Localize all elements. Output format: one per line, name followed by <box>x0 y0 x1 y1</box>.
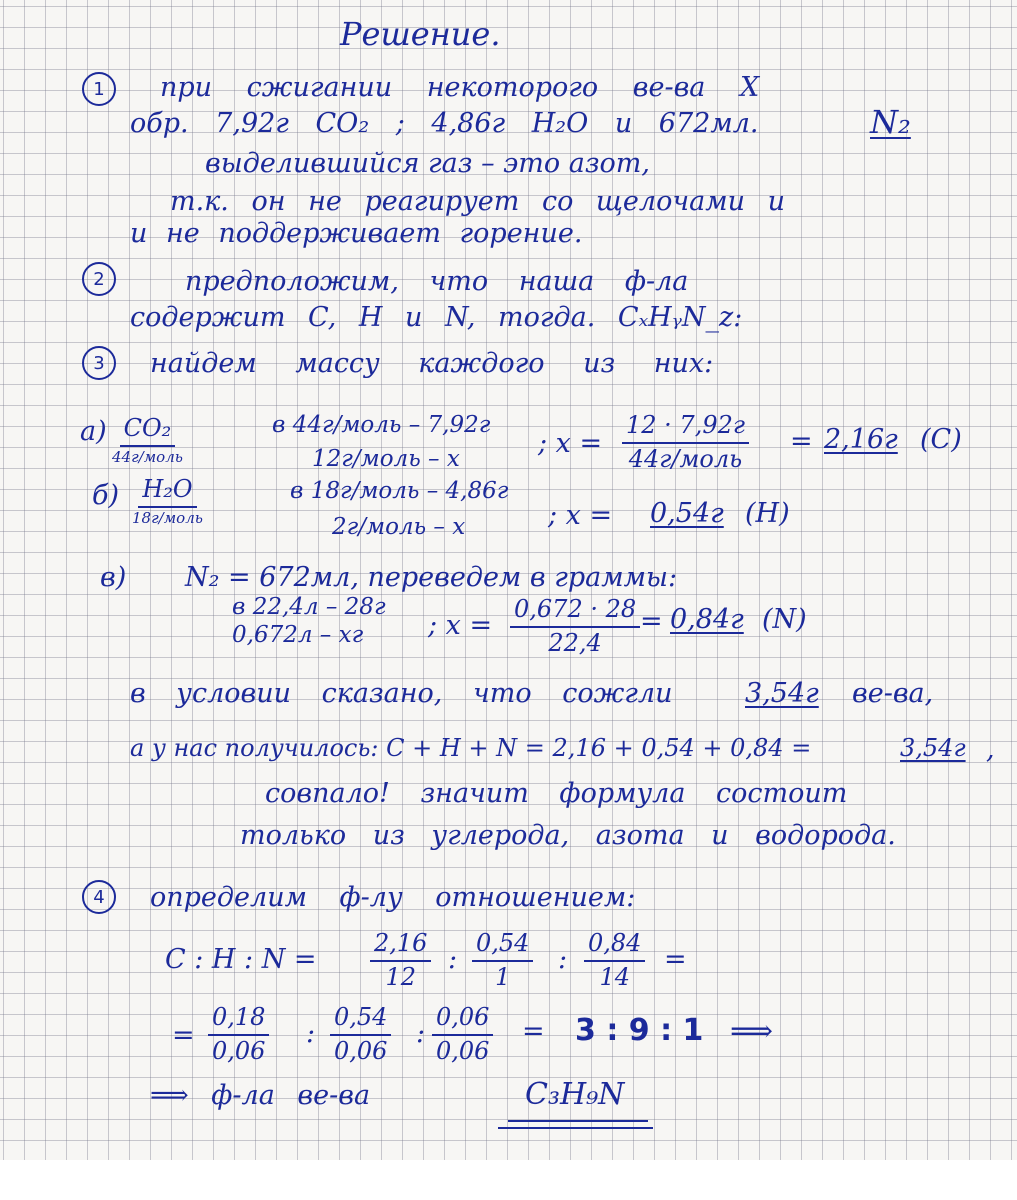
step3c-label: в) <box>100 562 127 593</box>
step2-line1: предположим, что наша ф-ла <box>185 266 689 297</box>
fraction-denominator: 22,4 <box>548 628 602 657</box>
step-number-1: 1 <box>82 72 116 106</box>
fraction-denominator: 14 <box>599 962 630 991</box>
step-number-2: 2 <box>82 262 116 296</box>
ratio-fraction-g1 <box>208 1004 269 1065</box>
formula-underline <box>508 1120 648 1122</box>
step1-line2: обр. 7,92г CO₂ ; 4,86г H₂O и 672мл. <box>130 108 759 139</box>
formula-underline-2 <box>498 1127 653 1129</box>
step3b-element: (H) <box>745 498 790 529</box>
fraction-numerator: 0,54 <box>472 930 533 962</box>
step1-line4: т.к. он не реагирует со щелочами и <box>170 186 785 217</box>
ratio-lhs: C : H : N = <box>165 944 317 975</box>
fraction-denominator: 44г/моль <box>112 447 183 466</box>
ratio-fraction-h <box>472 930 533 991</box>
step3a-co2-fraction <box>112 415 183 466</box>
fraction-numerator: 0,54 <box>330 1004 391 1036</box>
fraction-denominator: 18г/моль <box>132 508 203 527</box>
check-line3: совпало! значит формула состоит <box>265 778 848 809</box>
step3a-calc-fraction <box>622 412 749 473</box>
step1-n2: N₂ <box>870 103 911 141</box>
fraction-denominator: 0,06 <box>212 1036 266 1065</box>
step3b-label: б) <box>92 480 120 511</box>
step3a-result: 2,16г <box>824 424 898 455</box>
ratio-fraction-g2 <box>330 1004 391 1065</box>
check-line1-end: ве-ва, <box>852 678 934 709</box>
step1-line5: и не поддерживает горение. <box>130 218 583 249</box>
ratio-equals: = <box>664 944 687 975</box>
fraction-numerator: 0,18 <box>208 1004 269 1036</box>
step3c-line1: N₂ = 672мл, переведем в граммы: <box>185 562 678 593</box>
page-bottom-margin <box>0 1160 1017 1200</box>
ratio-fraction-n <box>584 930 645 991</box>
step2-line2: содержит C, H и N, тогда. CₓHᵧN_z: <box>130 302 743 333</box>
ratio-fraction-c <box>370 930 431 991</box>
ratio-equals-3: = <box>522 1016 545 1047</box>
check-line1: в условии сказано, что сожгли <box>130 678 673 709</box>
step3a-proportion-2: 12г/моль – x <box>312 446 460 472</box>
fraction-numerator: H₂O <box>138 476 196 508</box>
step3a-equals: = <box>790 426 813 457</box>
ratio-equals-2: = <box>172 1020 195 1051</box>
fraction-denominator: 0,06 <box>334 1036 388 1065</box>
fraction-numerator: 12 · 7,92г <box>622 412 749 444</box>
implies-arrow: ⟹ <box>730 1014 774 1049</box>
check-line4: только из углерода, азота и водорода. <box>240 820 896 851</box>
ratio-colon: : <box>448 944 458 975</box>
step3b-h2o-fraction <box>132 476 203 527</box>
step-number-4: 4 <box>82 880 116 914</box>
fraction-denominator: 44г/моль <box>628 444 743 473</box>
step3b-result: 0,54г <box>650 498 724 529</box>
fraction-numerator: CO₂ <box>120 415 176 447</box>
step1-line3: выделившийся газ – это азот, <box>205 148 650 179</box>
ratio-fraction-g3 <box>432 1004 493 1065</box>
check-sum: 3,54г <box>900 734 966 762</box>
page-title: Решение. <box>340 15 501 53</box>
step3c-x-equals: ; x = <box>428 610 493 641</box>
ratio-colon: : <box>416 1018 426 1049</box>
step3-heading: найдем массу каждого из них: <box>150 348 714 379</box>
fraction-denominator: 12 <box>385 962 416 991</box>
step3c-proportion-1: в 22,4л – 28г <box>232 594 386 620</box>
final-line: ⟹ ф-ла ве-ва <box>150 1080 371 1111</box>
step3c-result: 0,84г <box>670 604 744 635</box>
fraction-numerator: 0,06 <box>432 1004 493 1036</box>
ratio-colon: : <box>558 944 568 975</box>
step3a-proportion-1: в 44г/моль – 7,92г <box>272 412 491 438</box>
ratio-colon: : <box>306 1018 316 1049</box>
step3c-equals: = <box>640 606 663 637</box>
step3a-x-equals: ; x = <box>538 428 603 459</box>
step3c-proportion-2: 0,672л – xг <box>232 622 364 648</box>
step4-heading: определим ф-лу отношением: <box>150 882 636 913</box>
step3b-x-equals: ; x = <box>548 500 613 531</box>
step3a-label: а) <box>80 416 107 447</box>
fraction-numerator: 2,16 <box>370 930 431 962</box>
step-number-3: 3 <box>82 346 116 380</box>
check-line2-end: , <box>986 734 995 765</box>
step3c-calc-fraction <box>510 596 640 657</box>
final-formula: C₃H₉N <box>525 1077 625 1112</box>
step3a-element: (C) <box>920 424 962 455</box>
check-mass: 3,54г <box>745 678 819 709</box>
step3c-element: (N) <box>762 604 807 635</box>
fraction-denominator: 1 <box>495 962 511 991</box>
check-line2: а у нас получилось: C + H + N = 2,16 + 0,54 + 0,84 = <box>130 734 812 762</box>
fraction-numerator: 0,84 <box>584 930 645 962</box>
step3b-proportion-1: в 18г/моль – 4,86г <box>290 478 509 504</box>
ratio-result: 3 : 9 : 1 <box>575 1013 704 1048</box>
fraction-denominator: 0,06 <box>436 1036 490 1065</box>
step3b-proportion-2: 2г/моль – x <box>332 514 466 540</box>
step1-line1: при сжигании некоторого ве-ва X <box>160 72 760 103</box>
fraction-numerator: 0,672 · 28 <box>510 596 640 628</box>
